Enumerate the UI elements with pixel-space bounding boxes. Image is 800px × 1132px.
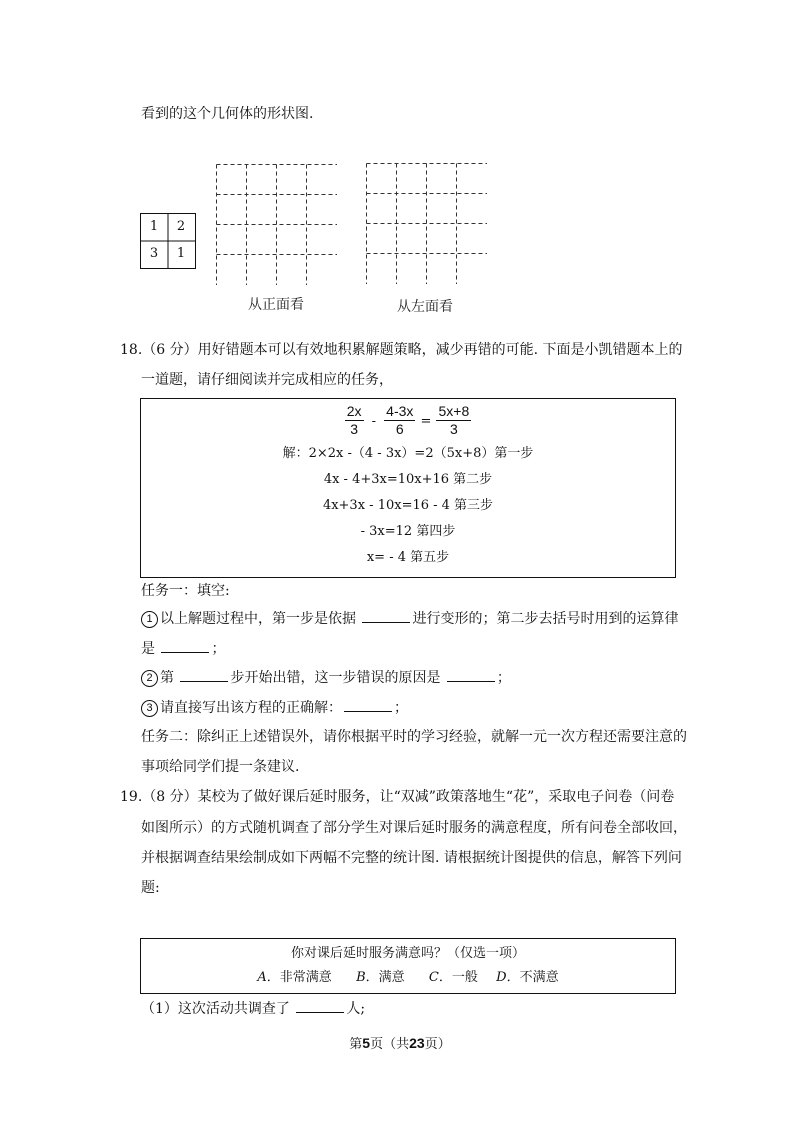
task1-title: 任务一：填空: (141, 583, 230, 599)
front-view-caption: 从正面看 (248, 297, 304, 313)
survey-options (141, 968, 675, 988)
survey-option[interactable] (429, 970, 478, 985)
option-text: ．不满意 (506, 970, 559, 985)
survey-box (140, 938, 676, 994)
item-text: ； (394, 700, 408, 716)
item-text: 是 (141, 641, 155, 657)
survey-option[interactable] (496, 970, 558, 985)
answer-blank[interactable] (447, 667, 495, 682)
item-text: 进行变形的；第二步去括号时用到的运算律 (412, 611, 679, 627)
option-letter: D (496, 970, 507, 985)
task2-line1: 任务二：除纠正上述错误外，请你根据平时的学习经验，就解一元一次方程还需要注意的 (141, 729, 687, 745)
page-number: 5 (362, 1035, 371, 1051)
frac-numerator: 5x+8 (438, 403, 470, 419)
solution-step-5: x= - 4 第五步 (366, 550, 450, 565)
item-text: 以上解题过程中，第一步是依据 (160, 611, 356, 627)
equation-minus: - (371, 414, 377, 429)
answer-blank[interactable] (161, 638, 209, 653)
fraction (436, 403, 471, 438)
survey-question: 你对课后延时服务满意吗？（仅选一项） (290, 946, 525, 961)
side-view-caption: 从左面看 (397, 299, 453, 315)
item-text: ； (211, 641, 226, 657)
frac-numerator: 2x (346, 403, 362, 419)
answer-blank[interactable] (296, 998, 344, 1013)
total-pages: 23 (409, 1035, 425, 1051)
front-view-grid[interactable] (216, 164, 337, 285)
circled-number: 3 (141, 700, 158, 717)
frac-denominator: 3 (350, 421, 359, 437)
option-text: ．一般 (438, 970, 478, 985)
top-view-cell: 3 (149, 246, 159, 261)
option-text: ．非常满意 (266, 970, 332, 985)
item-text: 第 (160, 670, 174, 686)
solution-step-2: 4x - 4+3x=10x+16 第二步 (323, 472, 493, 487)
fraction (345, 403, 364, 438)
footer-text: 页（共 (370, 1037, 410, 1052)
item-text: （1）这次活动共调查了 (141, 1001, 290, 1017)
q18-equation (141, 403, 675, 438)
answer-blank[interactable] (344, 697, 392, 712)
q19-line4: 题: (141, 880, 160, 896)
q19-line2: 如图所示）的方式随机调查了部分学生对课后延时服务的满意程度，所有问卷全部收回， (141, 820, 687, 836)
answer-blank[interactable] (362, 608, 410, 623)
option-letter: B (356, 970, 366, 985)
task1-item1-cont (141, 638, 225, 659)
intro-line: 看到的这个几何体的形状图. (141, 106, 314, 122)
q19-sub1 (141, 998, 365, 1019)
circled-number: 2 (141, 670, 158, 687)
top-view-cell: 1 (149, 219, 159, 234)
solution-step-4: - 3x=12 第四步 (360, 524, 456, 539)
q18-line2: 一道题，请仔细阅读并完成相应的任务， (141, 372, 393, 388)
fraction (384, 403, 415, 438)
top-view-cell: 2 (176, 219, 186, 234)
option-text: ．满意 (365, 970, 405, 985)
solution-step-1: 解：2×2x -（4 - 3x）=2（5x+8）第一步 (282, 446, 534, 461)
top-view-cell: 1 (176, 246, 186, 261)
item-text: 请直接写出该方程的正确解： (160, 700, 342, 716)
footer-text: 页） (424, 1037, 451, 1052)
equation-equals: = (420, 414, 432, 429)
q19-line3: 并根据调查结果绘制成如下两幅不完整的统计图. 请根据统计图提供的信息，解答下列问 (141, 850, 682, 866)
frac-denominator: 6 (395, 421, 404, 437)
answer-blank[interactable] (180, 667, 228, 682)
top-view-grid (140, 213, 196, 269)
task1-item1 (141, 608, 678, 629)
item-text: 人; (346, 1001, 366, 1017)
task1-item2 (141, 667, 511, 688)
option-letter: C (428, 970, 439, 985)
task1-item3 (141, 697, 408, 718)
item-text: 步开始出错，这一步错误的原因是 (230, 670, 441, 686)
side-view-grid[interactable] (366, 163, 487, 284)
option-letter: A (257, 970, 267, 985)
q19-line1: 19.（8 分）某校为了做好课后延时服务，让“双减”政策落地生“花”，采取电子问卷（问卷 (120, 789, 675, 805)
page-footer (0, 1033, 800, 1052)
task2-line2: 事项给同学们提一条建议. (141, 759, 300, 775)
circled-number: 1 (141, 611, 158, 628)
frac-numerator: 4-3x (386, 403, 414, 419)
q18-solution-box (140, 398, 676, 578)
footer-text: 第 (349, 1037, 363, 1052)
q18-line1: 18.（6 分）用好错题本可以有效地积累解题策略，减少再错的可能. 下面是小凯错题本上的 (120, 342, 683, 358)
frac-denominator: 3 (449, 421, 458, 437)
item-text: ； (496, 670, 511, 686)
solution-step-3: 4x+3x - 10x=16 - 4 第三步 (322, 498, 494, 513)
survey-option[interactable] (257, 970, 331, 985)
survey-option[interactable] (356, 970, 405, 985)
